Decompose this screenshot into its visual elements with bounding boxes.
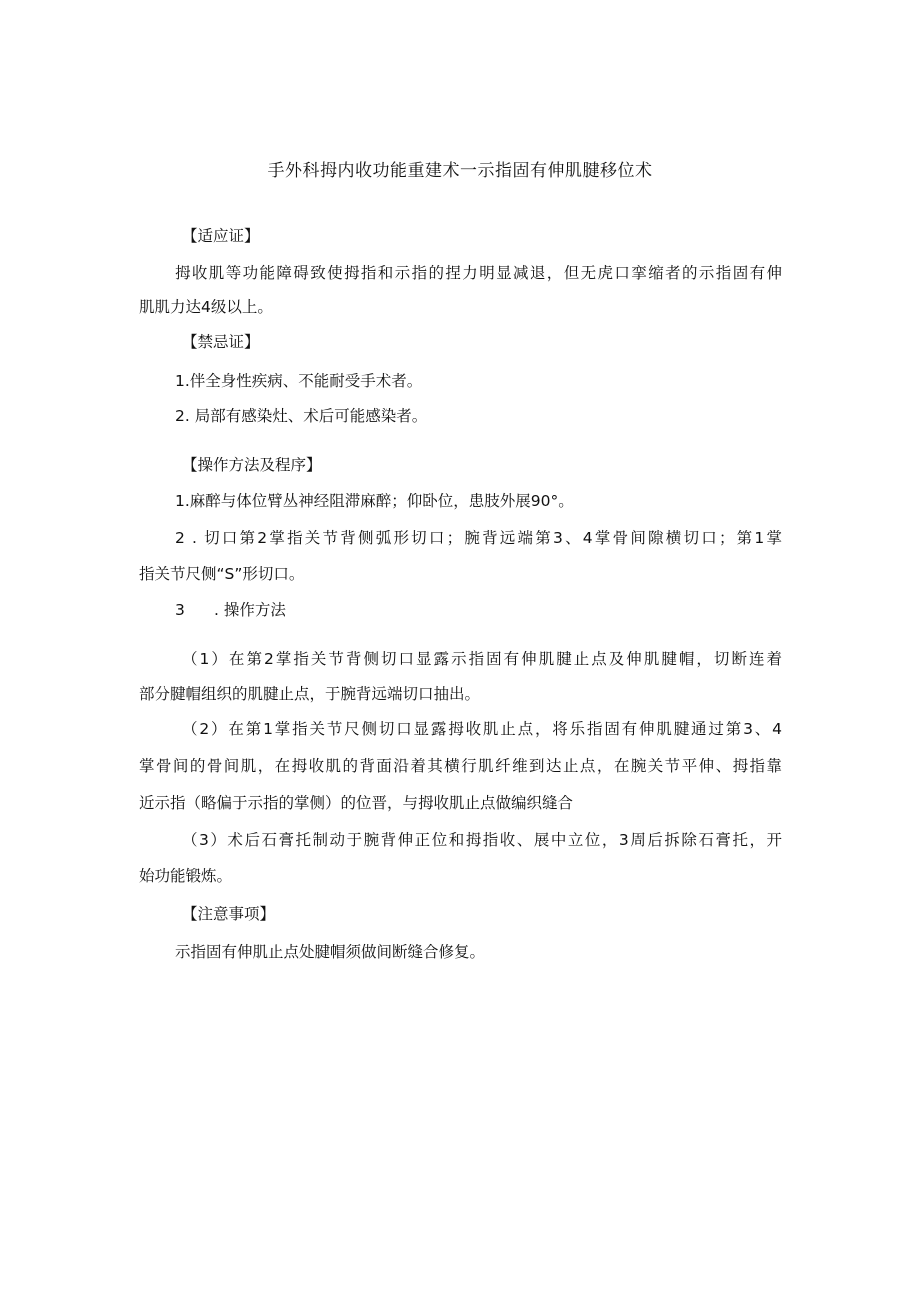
procedure-sub-3-line1: （3）术后石膏托制动于腕背伸正位和拇指收、展中立位，3周后拆除石膏托，开	[182, 831, 782, 849]
procedure-sub-1-line1: （1）在第2掌指关节背侧切口显露示指固有伸肌腱止点及伸肌腱帽，切断连着	[182, 650, 782, 668]
indications-text-line1: 拇收肌等功能障碍致使拇指和示指的捏力明显减退，但无虎口挛缩者的示指固有伸	[175, 264, 782, 282]
document-title: 手外科拇内收功能重建术一示指固有伸肌腱移位术	[267, 161, 653, 181]
procedure-sub-2-line1: （2）在第1掌指关节尺侧切口显露拇收肌止点，将乐指固有伸肌腱通过第3、4	[182, 720, 782, 738]
procedure-step-3-label: . 操作方法	[214, 601, 286, 619]
contraindications-heading: 【禁忌证】	[182, 333, 260, 351]
procedure-sub-3-line2: 始功能锻炼。	[139, 867, 233, 885]
procedure-step-2-line1: 2 . 切口第2掌指关节背侧弧形切口；腕背远端第3、4掌骨间隙横切口；第1掌	[175, 529, 782, 547]
contraindication-item-2: 2. 局部有感染灶、术后可能感染者。	[175, 407, 428, 425]
procedure-sub-1-line2: 部分腱帽组织的肌腱止点，于腕背远端切口抽出。	[139, 685, 481, 703]
indications-text-line2: 肌肌力达4级以上。	[139, 298, 273, 316]
procedure-heading: 【操作方法及程序】	[182, 456, 322, 474]
procedure-step-3-number: 3	[175, 601, 185, 619]
procedure-sub-2-line3: 近示指（略偏于示指的掌侧）的位晋，与拇收肌止点做编织缝合	[139, 794, 574, 812]
procedure-step-2-line2: 指关节尺侧“S”形切口。	[139, 565, 305, 583]
procedure-step-1: 1.麻醉与体位臂丛神经阻滞麻醉；仰卧位，患肢外展90°。	[175, 492, 574, 510]
precautions-text: 示指固有伸肌止点处腱帽须做间断缝合修复。	[175, 943, 486, 961]
contraindication-item-1: 1.伴全身性疾病、不能耐受手术者。	[175, 372, 423, 390]
indications-heading: 【适应证】	[182, 227, 260, 245]
procedure-sub-2-line2: 掌骨间的骨间肌，在拇收肌的背面沿着其横行肌纤维到达止点，在腕关节平伸、拇指靠	[139, 757, 782, 775]
precautions-heading: 【注意事项】	[182, 905, 276, 923]
